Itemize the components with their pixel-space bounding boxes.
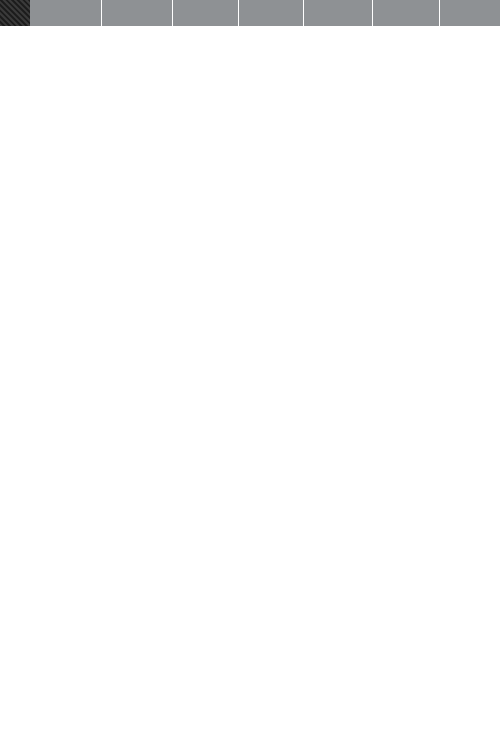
header-19-22	[440, 0, 500, 26]
header-16	[239, 0, 304, 26]
header-17	[304, 0, 373, 26]
corner-texture	[0, 0, 30, 26]
header-18	[373, 0, 440, 26]
header-15	[173, 0, 239, 26]
header-14	[102, 0, 173, 26]
header-13	[30, 0, 102, 26]
